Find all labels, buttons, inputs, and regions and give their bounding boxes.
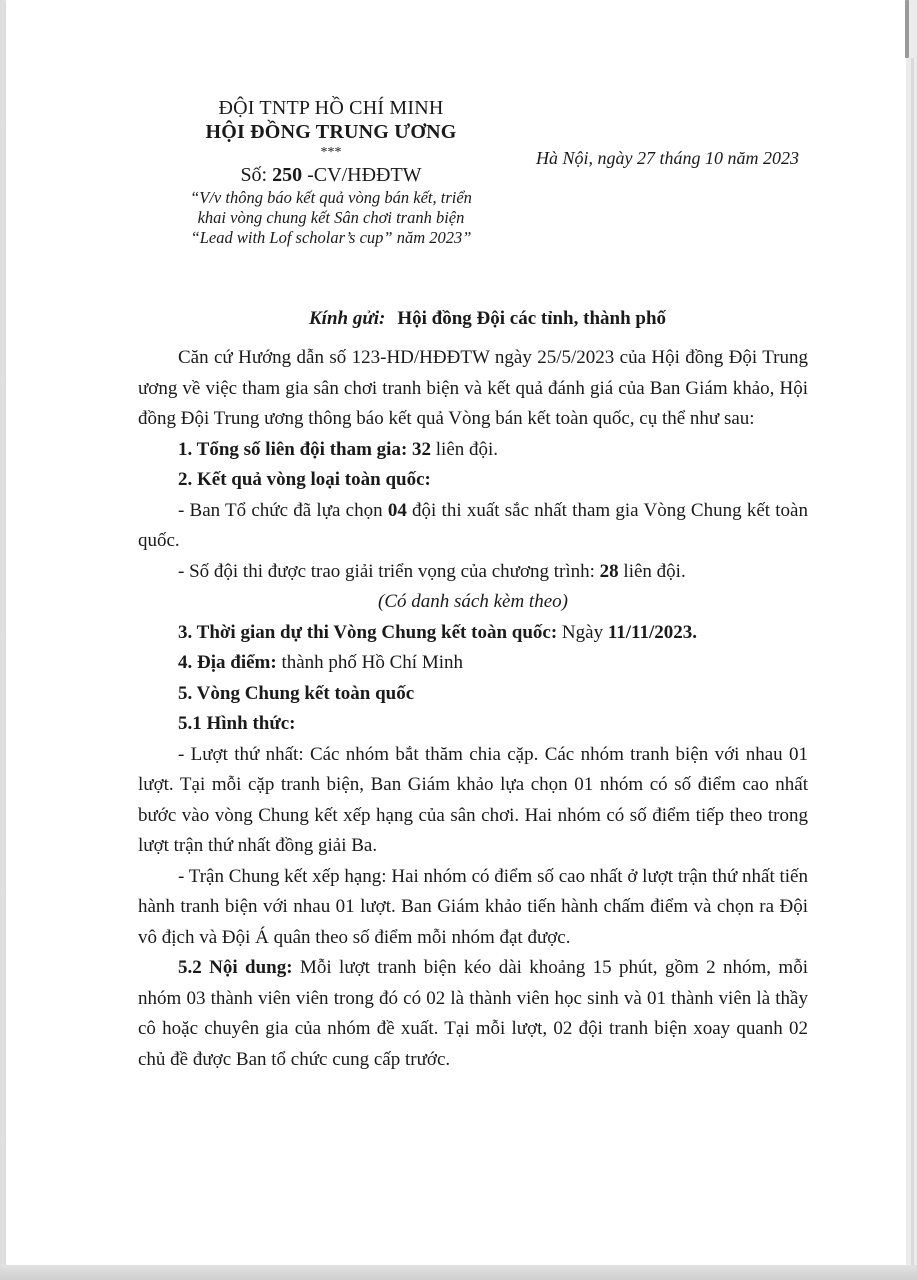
separator-stars: *** xyxy=(320,145,342,160)
scrollbar-thumb[interactable] xyxy=(905,0,909,58)
item-5-label: 5. Vòng Chung kết toàn quốc xyxy=(178,682,415,704)
item-5-2-text: Mỗi lượt tranh biện kéo dài khoảng 15 phút, gồm 2 nhóm, mỗi nhóm 03 thành viên viên trong đó có 02 là thành viên học sinh và 01 thành viên là thầy cô hoặc chuyên gia của nhóm đề xuất. Tại mỗi lượt, 02 đội tranh biện xoay quanh 02 chủ đề được Ban tổ chức cung cấp trước. xyxy=(138,957,808,1070)
document-number-suffix: -CV/HĐĐTW xyxy=(302,164,422,186)
item-2-bullet-2-value: 28 xyxy=(599,560,619,582)
attachment-note: (Có danh sách kèm theo) xyxy=(378,591,568,612)
item-1 xyxy=(138,435,808,466)
recipient-line xyxy=(309,308,666,330)
item-2-label: 2. Kết quả vòng loại toàn quốc: xyxy=(178,469,431,490)
intro-paragraph: Căn cứ Hướng dẫn số 123-HD/HĐĐTW ngày 25/5/2023 của Hội đồng Đội Trung ương về việc tham gia sân chơi tranh biện và kết quả đánh giá của Ban Giám khảo, Hội đồng Đội Trung ương thông báo kết quả Vòng bán kết toàn quốc, cụ thể như sau: xyxy=(138,347,808,429)
document-number-value: 250 xyxy=(272,164,303,186)
parent-organization: ĐỘI TNTP HỒ CHÍ MINH xyxy=(218,97,444,119)
item-2-bullet-1-prefix: - Ban Tổ chức đã lựa chọn xyxy=(178,499,388,521)
item-1-value: 32 xyxy=(412,438,432,460)
document-number xyxy=(146,162,516,188)
item-5-2-label: 5.2 Nội dung: xyxy=(178,957,300,978)
document-body xyxy=(138,343,808,1075)
item-5-1-paragraph-2: - Trận Chung kết xếp hạng: Hai nhóm có điểm số cao nhất ở lượt trận thứ nhất tiến hành tranh biện với nhau 01 lượt. Ban Giám khảo tiến hành chấm điểm và chọn ra Đội vô địch và Đội Á quân theo số điểm mỗi nhóm đạt được. xyxy=(138,865,808,948)
item-5-2 xyxy=(138,953,808,1075)
item-1-suffix: liên đội. xyxy=(431,438,499,460)
item-4-label: 4. Địa điểm: xyxy=(178,652,282,673)
item-5 xyxy=(138,679,808,710)
subject-line-3: “Lead with Lof scholar’s cup” năm 2023” xyxy=(190,228,472,247)
item-5-1 xyxy=(138,709,808,740)
issuer-block xyxy=(146,96,516,248)
recipient-label: Kính gửi: xyxy=(309,308,386,329)
item-2-bullet-2 xyxy=(138,557,808,588)
subject-line-1: “V/v thông báo kết quả vòng bán kết, triển xyxy=(190,188,472,207)
item-2-bullet-1-value: 04 xyxy=(387,499,407,521)
subject-line-2: khai vòng chung kết Sân chơi tranh biện xyxy=(197,208,465,227)
document-page xyxy=(6,0,906,1265)
item-3-value: 11/11/2023. xyxy=(607,621,698,643)
place-and-date: Hà Nội, ngày 27 tháng 10 năm 2023 xyxy=(536,148,799,168)
item-1-label: 1. Tổng số liên đội tham gia: xyxy=(178,438,413,460)
item-2-bullet-2-suffix: liên đội. xyxy=(618,560,686,582)
item-2-bullet-1 xyxy=(138,496,808,557)
recipient-value: Hội đồng Đội các tỉnh, thành phố xyxy=(397,308,667,329)
issuing-council: HỘI ĐỒNG TRUNG ƯƠNG xyxy=(205,121,457,143)
item-4 xyxy=(138,648,808,679)
document-number-prefix: Số: xyxy=(240,164,273,186)
item-4-value: thành phố Hồ Chí Minh xyxy=(281,652,463,673)
item-2-bullet-2-prefix: - Số đội thi được trao giải triển vọng của chương trình: xyxy=(178,560,600,582)
item-3 xyxy=(138,618,808,649)
item-3-label: 3. Thời gian dự thi Vòng Chung kết toàn quốc: xyxy=(178,621,562,643)
item-2-bullet-1-suffix: đội thi xuất sắc nhất tham gia Vòng Chung kết toàn quốc. xyxy=(138,499,808,551)
scrollbar-rail xyxy=(911,58,914,1265)
item-5-1-label: 5.1 Hình thức: xyxy=(178,713,296,734)
viewer-bottom-edge xyxy=(0,1265,917,1280)
item-2-heading xyxy=(138,465,808,496)
item-5-1-paragraph-1: - Lượt thứ nhất: Các nhóm bắt thăm chia cặp. Các nhóm tranh biện với nhau 01 lượt. Tại mỗi cặp tranh biện, Ban Giám khảo lựa chọn 01 nhóm có số điểm cao nhất bước vào vòng Chung kết xếp hạng của sân chơi. Hai nhóm có số điểm tiếp theo trong lượt trận thứ nhất đồng giải Ba. xyxy=(138,743,808,856)
item-3-mid: Ngày xyxy=(561,621,608,643)
